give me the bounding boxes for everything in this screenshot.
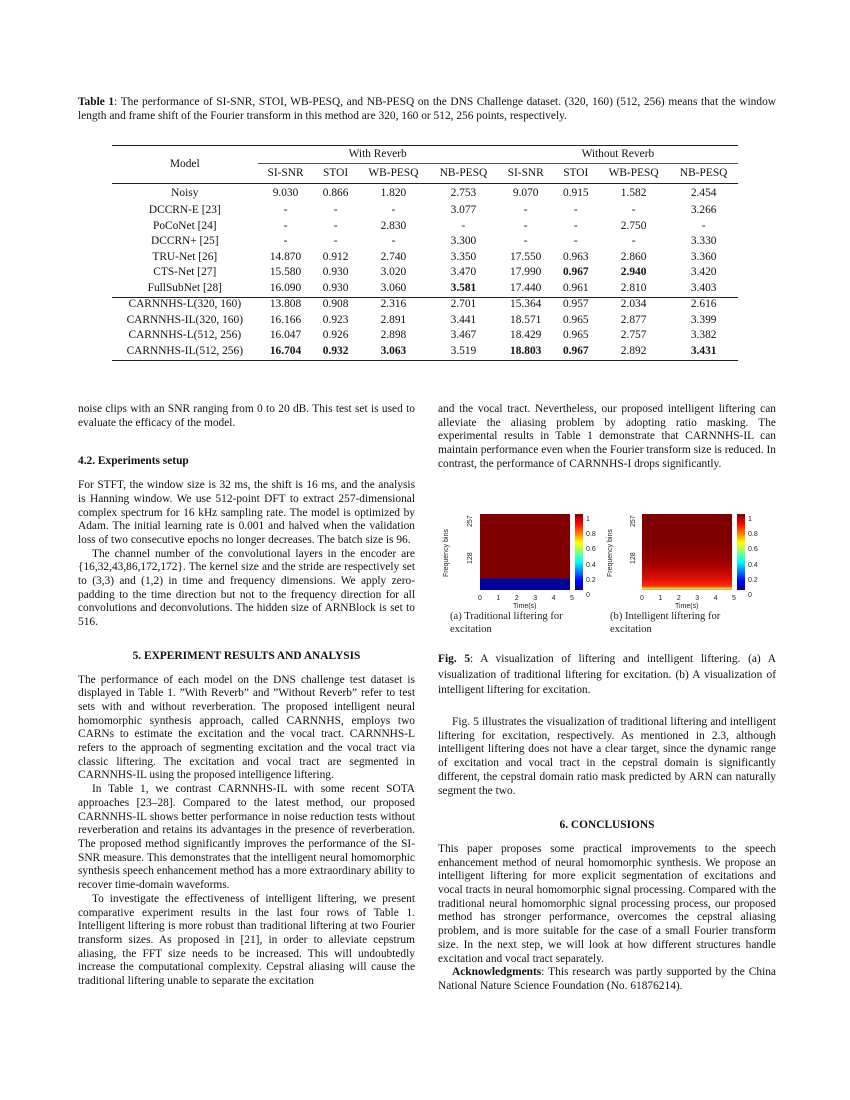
metric-header: WB-PESQ <box>608 166 659 179</box>
table-cell: 0.912 <box>322 250 349 263</box>
table-row <box>112 329 738 345</box>
table-cell: 0.963 <box>562 250 589 263</box>
table-cell: 1.582 <box>620 186 647 199</box>
table-row <box>112 250 738 266</box>
table-cell: - <box>333 219 338 232</box>
table-cell: 3.403 <box>690 281 717 294</box>
table-cell: 0.965 <box>562 329 589 342</box>
figure-caption-text: : A visualization of liftering and intelligent liftering. (a) A visualization of traditional liftering for excitation. (b) A visualization of intelligent liftering for excitation. <box>438 653 776 696</box>
header-without-reverb: Without Reverb <box>498 146 738 164</box>
metric-header: STOI <box>323 166 349 179</box>
cb-tick: 1 <box>586 516 590 523</box>
x-tick: 3 <box>533 595 538 602</box>
table-cell: - <box>283 219 288 232</box>
table-cell: 14.870 <box>269 250 302 263</box>
table-cell: 9.070 <box>512 186 539 199</box>
figure-caption-label: Fig. 5 <box>438 653 471 665</box>
table-row <box>112 204 738 220</box>
cb-tick: 0.8 <box>748 531 758 539</box>
metric-header: SI-SNR <box>267 166 304 179</box>
table-cell: - <box>523 219 528 232</box>
left-column <box>78 403 415 989</box>
x-tick: 3 <box>695 595 700 602</box>
table-cell: 16.090 <box>269 281 302 294</box>
x-tick: 4 <box>551 595 556 602</box>
table-cell: 3.077 <box>450 204 477 217</box>
table-cell: 2.940 <box>620 266 647 279</box>
model-name: CARNNHS-IL(320, 160) <box>126 313 243 326</box>
table-row <box>112 266 738 282</box>
y-tick-b: 257 <box>630 515 637 527</box>
paragraph: For STFT, the window size is 32 ms, the shift is 16 ms, and the analysis is Hanning window. We use 512-point DFT to extract 257-dimensional complex spectrum for 16 kHz sampling rate. The model is optimized by Adam. The initial learning rate is 0.001 and halved when the validation loss of two consecutive epochs no longer decreases. The batch size is 96. <box>78 479 415 546</box>
figure-caption <box>438 652 776 699</box>
table-cell: - <box>461 219 466 232</box>
table-cell: 2.860 <box>620 250 647 263</box>
table-cell: 0.930 <box>322 266 349 279</box>
paragraph: This paper proposes some practical improvements to the speech enhancement method of neural homomorphic synthesis. We propose an intelligent liftering for more explicit segmentation of excitations and vocal tracts in neural homomorphic signal processing. Compared with the traditional neural homomorphic signal processing process, our proposed method has stronger performance, overcomes the cepstral aliasing problem, and is more suitable for the case of a small Fourier transform size. In the next step, we will look at how different structures handle excitation and vocal tract separately. <box>438 842 776 965</box>
table-row <box>112 313 738 329</box>
table-cell: 3.330 <box>690 235 717 248</box>
table-cell: 3.581 <box>450 281 477 294</box>
table-body <box>112 184 738 361</box>
table-cell: 3.266 <box>690 204 717 217</box>
results-table <box>112 145 738 361</box>
table-cell: - <box>391 235 396 248</box>
table-cell: - <box>523 235 528 248</box>
table-cell: 16.047 <box>269 329 302 342</box>
table-cell: 3.399 <box>690 313 717 326</box>
table-caption-text: : The performance of SI-SNR, STOI, WB-PESQ, and NB-PESQ on the DNS Challenge dataset. (320, 160) (512, 256) means that the window length and frame shift of the Fourier transform in this method are 320, 160 or 512, 256 points, respectively. <box>78 96 776 122</box>
table-cell: 0.866 <box>322 186 349 199</box>
table-row <box>112 184 738 204</box>
table-row <box>112 281 738 297</box>
model-name: TRU-Net [26] <box>152 250 218 263</box>
model-name: DCCRN+ [25] <box>151 235 219 248</box>
table-cell: 13.808 <box>269 298 302 311</box>
x-tick: 5 <box>732 595 736 602</box>
section-heading-4-2: 4.2. Experiments setup <box>78 455 189 468</box>
table-cell: 3.360 <box>690 250 717 263</box>
table-cell: - <box>283 204 288 217</box>
y-tick-a: 257 <box>467 515 474 527</box>
colorbar-ticks-b <box>748 512 758 603</box>
x-tick: 2 <box>514 595 519 602</box>
cb-tick: 0.4 <box>748 561 758 569</box>
table-row <box>112 297 738 313</box>
table-cell: 16.704 <box>269 344 302 357</box>
y-tick-b: 128 <box>630 552 637 564</box>
table-cell: 0.923 <box>322 313 349 326</box>
section-heading-6: 6. CONCLUSIONS <box>559 819 655 832</box>
cb-tick: 0 <box>748 592 752 600</box>
table-cell: 3.441 <box>450 313 477 326</box>
table-cell: 2.898 <box>380 329 407 342</box>
x-tick: 1 <box>496 595 501 602</box>
subcaption-b: (b) Intelligent liftering for excitation <box>610 611 721 635</box>
heatmap-traditional <box>480 514 570 590</box>
table-cell: - <box>283 235 288 248</box>
right-column-bottom <box>438 716 776 994</box>
table-cell: 2.740 <box>380 250 407 263</box>
table-cell: 3.300 <box>450 235 477 248</box>
paragraph: The performance of each model on the DNS challenge test dataset is displayed in Table 1. ”With Reverb” and ”Without Reverb” refer to test sets with and without reverberation. The proposed intelligent neural homomorphic synthesis approach, called CARNNHS, employs two CARNs to estimate the excitation and the vocal tract. CARNNHS-L refers to the approach of segmenting excitation and the vocal tract via classic liftering. The excitation and vocal tract are segmented in CARNNHS-IL using the proposed intelligence liftering. <box>78 673 415 782</box>
colorbar-ticks-a <box>586 512 596 603</box>
table-caption-label: Table 1 <box>78 96 115 108</box>
table-cell: 9.030 <box>272 186 299 199</box>
paragraph: In Table 1, we contrast CARNNHS-IL with some recent SOTA approaches [23–28]. Compared to the latest method, our proposed CARNNHS-IL shows better performance in noise reduction tests without reverberation and retains its advantages in the presence of reverberation. The proposed method significantly improves the performance of the SI-SNR measure. This demonstrates that the intelligent neural homomorphic synthesis speech enhancement method has a more extraordinary ability to recover time-domain waveforms. <box>78 783 415 892</box>
x-tick: 0 <box>478 595 482 602</box>
y-label-b: Frequency bins <box>607 529 614 577</box>
model-name: CARNNHS-IL(512, 256) <box>126 344 243 357</box>
cb-tick: 0.6 <box>748 546 758 554</box>
y-tick-a: 128 <box>467 552 474 564</box>
model-name: CTS-Net [27] <box>153 266 217 279</box>
model-name: CARNNHS-L(320, 160) <box>128 298 242 311</box>
table-cell: 2.810 <box>620 281 647 294</box>
table-cell: 3.431 <box>690 344 717 357</box>
table-cell: 18.429 <box>510 329 542 342</box>
table-cell: 17.550 <box>510 250 542 263</box>
table-cell: 2.316 <box>380 298 407 311</box>
subcaption-a: (a) Traditional liftering for excitation <box>450 611 563 635</box>
table-cell: - <box>333 204 338 217</box>
table-cell: 3.063 <box>380 344 407 357</box>
paragraph: The channel number of the convolutional layers in the encoder are {16,32,43,86,172,172}. The kernel size and the stride are respectively set to (3,3) and (1,2) in time and frequency dimensions. We apply zero-padding to the time direction but not to the frequency direction for all convolutions and deconvolutions. The hidden size of ARNBlock is set to 516. <box>78 547 415 629</box>
table-cell: 0.915 <box>562 186 589 199</box>
table-cell: 18.803 <box>510 344 542 357</box>
table-cell: 1.820 <box>380 186 407 199</box>
metric-header: WB-PESQ <box>368 166 419 179</box>
model-name: CARNNHS-L(512, 256) <box>128 329 242 342</box>
cb-tick: 0 <box>586 592 590 600</box>
ack-label: Acknowledgments <box>452 966 542 979</box>
table-cell: - <box>701 219 706 232</box>
x-label-a: Time(s) <box>513 603 537 610</box>
table-cell: - <box>391 204 396 217</box>
x-tick: 4 <box>713 595 718 602</box>
table-cell: 3.350 <box>450 250 477 263</box>
colorbar-a <box>575 514 583 590</box>
table-cell: 3.382 <box>690 329 717 342</box>
acknowledgments <box>438 966 776 993</box>
table-cell: 0.932 <box>322 344 349 357</box>
metric-header: NB-PESQ <box>439 166 488 179</box>
ack-text: : This research was partly supported by the China National Nature Science Foundation (No. 61876214). <box>438 966 776 992</box>
x-tick: 1 <box>658 595 663 602</box>
table-row <box>112 235 738 251</box>
table-cell: 0.967 <box>562 344 589 357</box>
cb-tick: 1 <box>748 516 752 523</box>
table-cell: - <box>333 235 338 248</box>
x-label-b: Time(s) <box>675 603 699 610</box>
table-cell: 0.961 <box>562 281 589 294</box>
metric-header: SI-SNR <box>507 166 544 179</box>
table-cell: 0.930 <box>322 281 349 294</box>
table-cell: 0.957 <box>562 298 589 311</box>
colorbar-b <box>737 514 745 590</box>
cb-tick: 0.8 <box>586 531 596 539</box>
table-cell: - <box>631 204 636 217</box>
table-caption <box>78 96 776 123</box>
x-tick: 0 <box>640 595 644 602</box>
header-model: Model <box>112 146 258 184</box>
table-cell: 3.470 <box>450 266 477 279</box>
paragraph: Fig. 5 illustrates the visualization of traditional liftering and intelligent liftering for excitation, respectively. As mentioned in 2.3, although intelligent liftering does not have a clear target, since the dynamic range of excitation and vocal tract in the cepstral domain is significantly different, the cepstral domain ratio mask predicted by ARN can naturally segment the two. <box>438 716 776 797</box>
model-name: PoCoNet [24] <box>152 219 217 232</box>
table-cell: - <box>573 219 578 232</box>
table-cell: - <box>573 204 578 217</box>
y-label-a: Frequency bins <box>443 529 450 577</box>
model-name: DCCRN-E [23] <box>148 204 221 217</box>
x-tick: 2 <box>676 595 681 602</box>
table-cell: 2.753 <box>450 186 477 199</box>
table-cell: 3.467 <box>450 329 477 342</box>
paragraph: and the vocal tract. Nevertheless, our proposed intelligent liftering can alleviate the aliasing problem by adopting ratio masking. The experimental results in Table 1 demonstrate that CARNNHS-IL can maintain performance even when the Fourier transform size is reduced. In contrast, the performance of CARNNHS-I drops significantly. <box>438 403 776 470</box>
table-cell: 2.830 <box>380 219 407 232</box>
table-cell: 16.166 <box>269 313 302 326</box>
table-cell: 0.908 <box>322 298 349 311</box>
cb-tick: 0.4 <box>586 561 596 569</box>
metric-header: NB-PESQ <box>679 166 728 179</box>
header-with-reverb: With Reverb <box>258 146 498 164</box>
x-tick: 5 <box>570 595 574 602</box>
table-cell: 0.967 <box>562 266 589 279</box>
table-cell: 3.020 <box>380 266 407 279</box>
table-cell: - <box>573 235 578 248</box>
table-cell: 3.060 <box>380 281 407 294</box>
table-cell: 2.701 <box>450 298 477 311</box>
table-cell: 0.965 <box>562 313 589 326</box>
table-cell: 15.364 <box>510 298 542 311</box>
right-column-top <box>438 403 776 472</box>
table-cell: - <box>523 204 528 217</box>
table-cell: 2.891 <box>380 313 407 326</box>
table-cell: 17.440 <box>510 281 542 294</box>
model-name: Noisy <box>171 186 199 199</box>
table-cell: 17.990 <box>510 266 542 279</box>
table-cell: 2.616 <box>690 298 717 311</box>
table-cell: 15.580 <box>269 266 302 279</box>
table-row <box>112 219 738 235</box>
table-cell: 0.926 <box>322 329 349 342</box>
model-name: FullSubNet [28] <box>147 281 222 294</box>
cb-tick: 0.2 <box>748 576 758 584</box>
heatmap-intelligent <box>642 514 732 590</box>
cb-tick: 0.6 <box>586 546 596 554</box>
paragraph: To investigate the effectiveness of intelligent liftering, we present comparative experiment results in the last four rows of Table 1. Intelligent liftering is more robust than traditional liftering at two Fourier transform sizes. As proposed in [21], in order to alleviate cepstrum aliasing, the FFT size needs to be increased. This will undoubtedly increase the computational complexity. Cepstral aliasing will cause the traditional liftering unable to separate the excitation <box>78 892 415 988</box>
table-cell: - <box>631 235 636 248</box>
table-cell: 3.519 <box>450 344 477 357</box>
table-cell: 2.034 <box>620 298 647 311</box>
figure-5 <box>438 505 776 640</box>
section-heading-5: 5. EXPERIMENT RESULTS AND ANALYSIS <box>132 649 361 662</box>
table-cell: 2.757 <box>620 329 647 342</box>
table-cell: 3.420 <box>690 266 717 279</box>
table-cell: 18.571 <box>510 313 542 326</box>
paragraph: noise clips with an SNR ranging from 0 to 20 dB. This test set is used to evaluate the efficacy of the model. <box>78 403 415 429</box>
cb-tick: 0.2 <box>586 576 596 584</box>
table-row <box>112 344 738 360</box>
table-cell: 2.892 <box>620 344 647 357</box>
table-cell: 2.877 <box>620 313 647 326</box>
table-cell: 2.454 <box>690 186 717 199</box>
table-cell: 2.750 <box>620 219 647 232</box>
metric-header: STOI <box>563 166 589 179</box>
